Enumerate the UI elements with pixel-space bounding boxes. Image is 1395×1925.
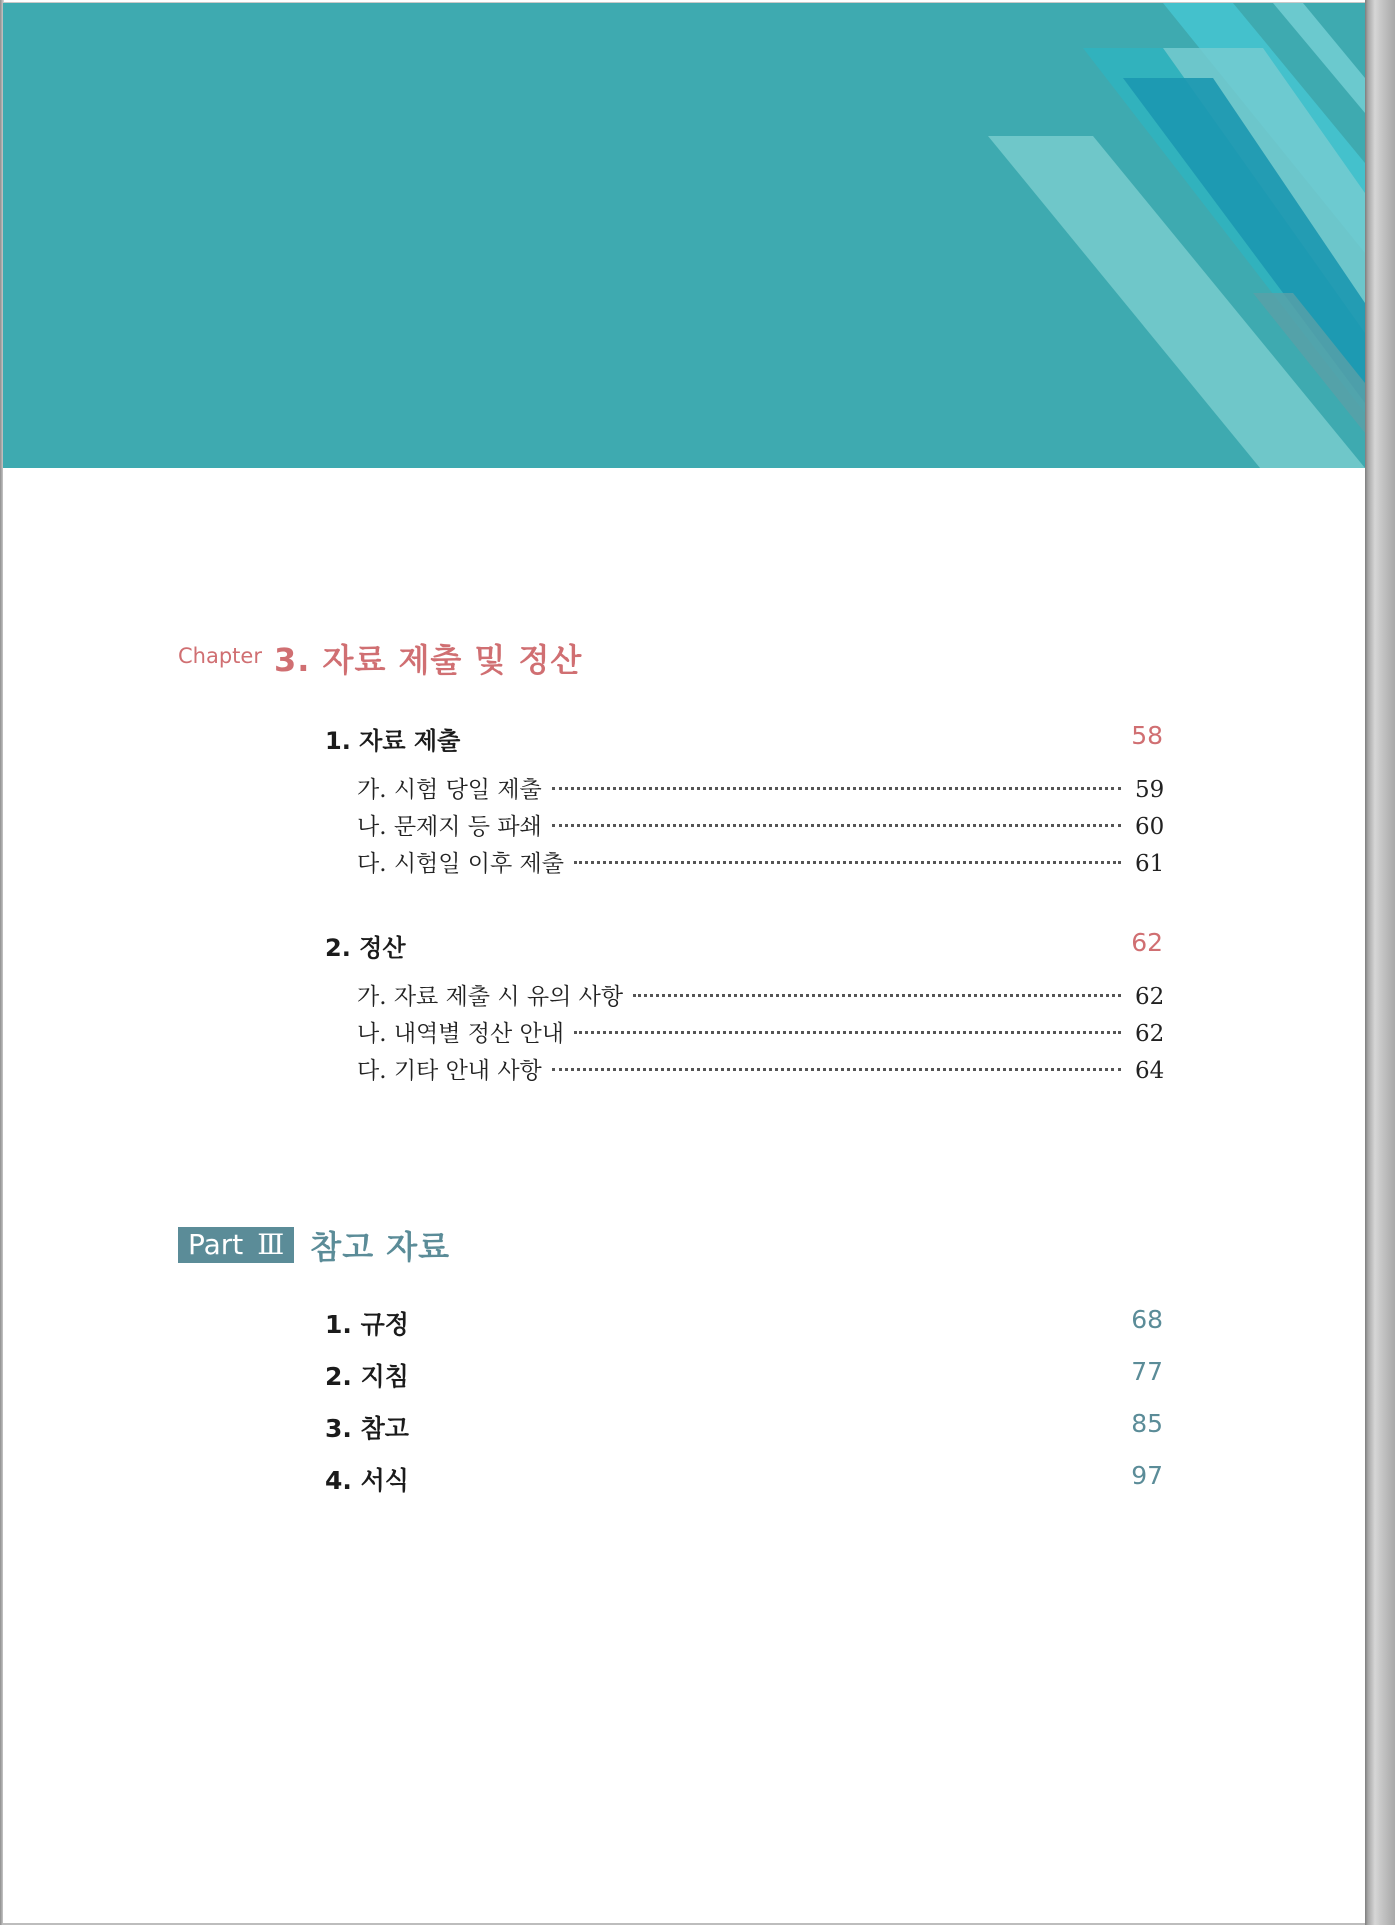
dot-leader — [633, 994, 1121, 997]
part-heading — [178, 1223, 450, 1267]
toc-entry[interactable] — [323, 845, 1163, 882]
part-number: Ⅲ — [257, 1228, 285, 1261]
toc-entry-label: 가. 자료 제출 시 유의 사항 — [357, 984, 624, 1010]
toc-entry-label: 나. 문제지 등 파쇄 — [357, 814, 542, 840]
dot-leader — [552, 824, 1121, 827]
toc-page — [3, 2, 1365, 1925]
toc-entry-page: 60 — [1135, 814, 1165, 840]
toc-entry-label: 나. 내역별 정산 안내 — [357, 1021, 564, 1047]
section-title: 2. 정산 — [325, 934, 406, 962]
reference-title: 1. 규정 — [325, 1310, 409, 1339]
chapter-label: Chapter — [178, 644, 262, 668]
toc-section-settlement — [323, 928, 1163, 1089]
dot-leader — [552, 787, 1121, 790]
toc-entry-page: 62 — [1135, 1021, 1165, 1047]
toc-entry[interactable] — [323, 808, 1163, 845]
section-page-number: 62 — [1131, 928, 1163, 957]
part-label: Part — [188, 1228, 244, 1261]
dot-leader — [574, 861, 1121, 864]
page-stack-edge — [1365, 0, 1395, 1925]
toc-entry-page: 62 — [1135, 984, 1165, 1010]
dot-leader — [574, 1031, 1121, 1034]
toc-entry[interactable] — [323, 1015, 1163, 1052]
section-title: 1. 자료 제출 — [325, 727, 461, 755]
part-title: 참고 자료 — [310, 1228, 451, 1266]
banner-stripes — [3, 3, 1365, 468]
toc-entry-label: 다. 기타 안내 사항 — [357, 1058, 542, 1084]
reference-title: 3. 참고 — [325, 1414, 409, 1443]
dot-leader — [552, 1068, 1121, 1071]
chapter-title: 3. 자료 제출 및 정산 — [273, 641, 583, 679]
reference-entry[interactable] — [323, 1357, 1163, 1409]
reference-entry[interactable] — [323, 1409, 1163, 1461]
reference-page: 97 — [1131, 1461, 1163, 1490]
toc-entry-label: 다. 시험일 이후 제출 — [357, 851, 564, 877]
toc-entry-page: 61 — [1135, 851, 1165, 877]
toc-entry-label: 가. 시험 당일 제출 — [357, 777, 542, 803]
toc-entry[interactable] — [323, 771, 1163, 808]
toc-entry[interactable] — [323, 1052, 1163, 1089]
toc-entry-page: 59 — [1135, 777, 1165, 803]
reference-title: 4. 서식 — [325, 1466, 409, 1495]
part-badge — [178, 1227, 294, 1263]
reference-page: 77 — [1131, 1357, 1163, 1386]
section-heading[interactable] — [323, 928, 1163, 968]
reference-title: 2. 지침 — [325, 1362, 409, 1391]
reference-list — [323, 1305, 1163, 1513]
section-heading[interactable] — [323, 721, 1163, 761]
reference-entry[interactable] — [323, 1461, 1163, 1513]
section-page-number: 58 — [1131, 721, 1163, 750]
toc-section-submission — [323, 721, 1163, 882]
reference-page: 68 — [1131, 1305, 1163, 1334]
toc-entry-page: 64 — [1135, 1058, 1165, 1084]
header-banner — [3, 3, 1365, 468]
reference-page: 85 — [1131, 1409, 1163, 1438]
reference-entry[interactable] — [323, 1305, 1163, 1357]
chapter-heading — [178, 635, 582, 685]
toc-entry[interactable] — [323, 978, 1163, 1015]
